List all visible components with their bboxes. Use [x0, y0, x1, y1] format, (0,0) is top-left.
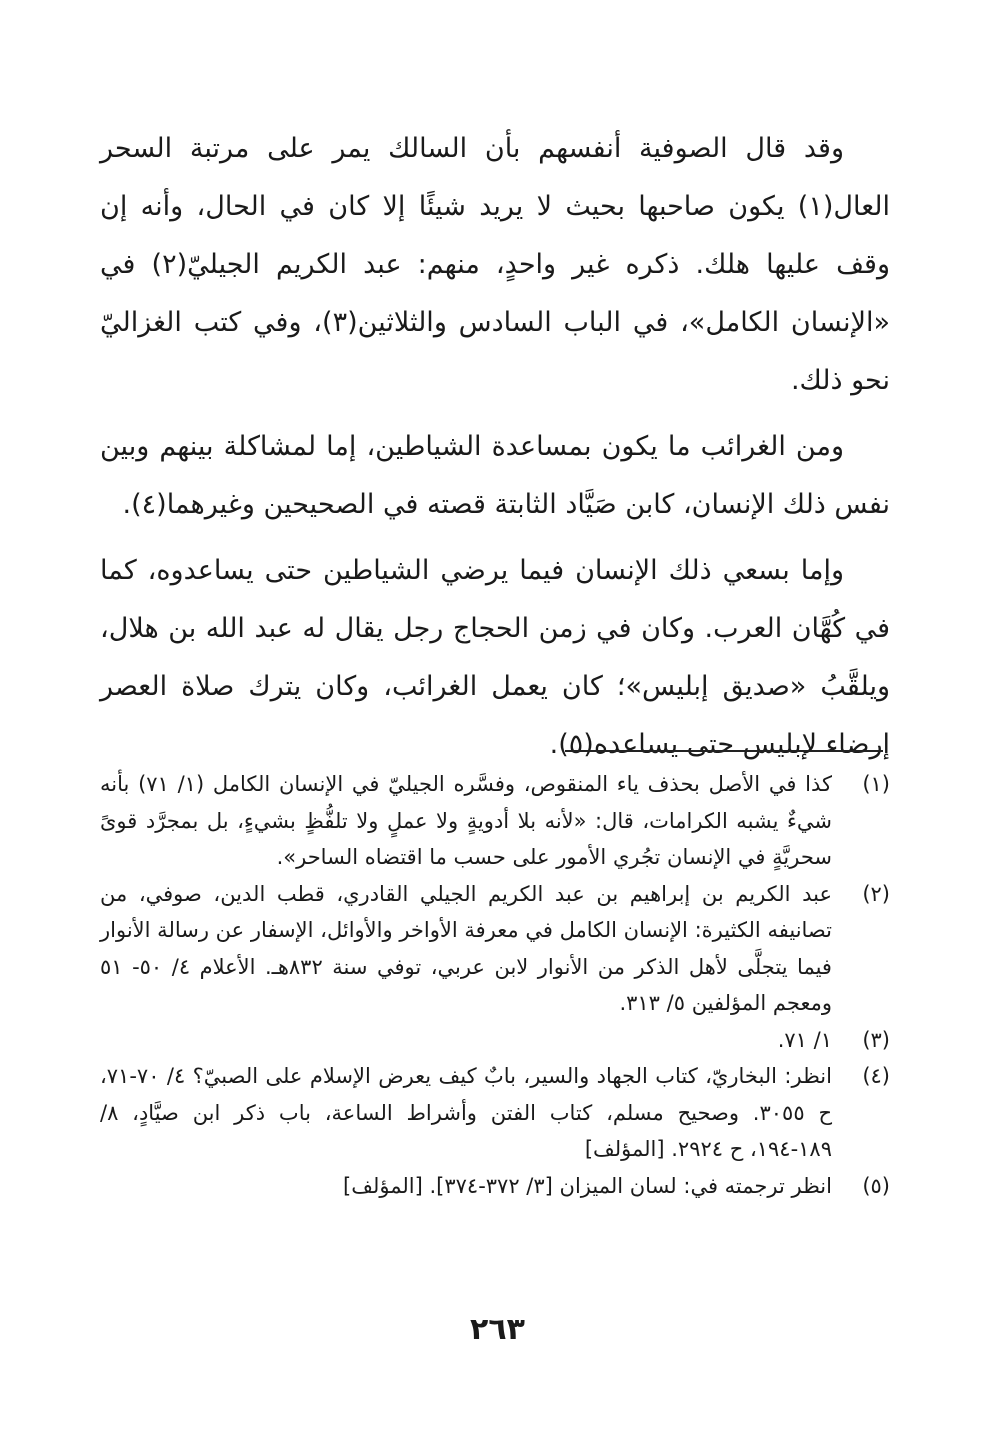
footnote-separator	[565, 750, 883, 752]
paragraph: ومن الغرائب ما يكون بمساعدة الشياطين، إما لمشاكلة بينهم وبين نفس ذلك الإنسان، كابن صَيَّاد الثابتة قصته في الصحيحين وغيرهما(٤).	[100, 431, 890, 520]
main-text-block	[100, 120, 890, 782]
paragraph: وقد قال الصوفية أنفسهم بأن السالك يمر على مرتبة السحر العال(١) يكون صاحبها بحيث لا يريد شيئًا إلا كان في الحال، وأنه إن وقف عليها هلك. ذكره غير واحدٍ، منهم: عبد الكريم الجيليّ(٢) في «الإنسان الكامل»، في الباب السادس والثلاثين(٣)، وفي كتب الغزاليّ نحو ذلك.	[100, 133, 891, 396]
footnote-text: انظر ترجمته في: لسان الميزان [٣/ ٣٧٢-٣٧٤]. [المؤلف]	[343, 1173, 832, 1198]
footnote-text: انظر: البخاريّ، كتاب الجهاد والسير، بابٌ كيف يعرض الإسلام على الصبيّ؟ ٤/ ٧٠-٧١، ح ٣٠٥٥. وصحيح مسلم، كتاب الفتن وأشراط الساعة، باب ذكر ابن صيَّادٍ، ٨/ ١٨٩-١٩٤، ح ٢٩٢٤. [المؤلف]	[100, 1064, 832, 1161]
footnote	[100, 1058, 890, 1168]
footnote-number: (٥)	[862, 1173, 890, 1198]
footnotes-block	[100, 766, 890, 1204]
footnote	[100, 766, 890, 876]
paragraph: وإما بسعي ذلك الإنسان فيما يرضي الشياطين حتى يساعدوه، كما في كُهَّان العرب. وكان في زمن الحجاج رجل يقال له عبد الله بن هلال، ويلقَّبُ «صديق إبليس»؛ كان يعمل الغرائب، وكان يترك صلاة العصر إرضاء لإبليس حتى يساعده(٥).	[100, 555, 890, 760]
footnote-text: ١/ ٧١.	[777, 1027, 832, 1052]
footnote-number: (١)	[862, 772, 890, 796]
footnote-number: (٢)	[862, 881, 890, 906]
footnote-text: كذا في الأصل بحذف ياء المنقوص، وفسَّره الجيليّ في الإنسان الكامل (١/ ٧١) بأنه شيءٌ يشبه الكرامات، قال: «لأنه بلا أدويةٍ ولا عملٍ ولا تلفُّظٍ بشيءٍ، بل بمجرَّد قوىً سحريَّةٍ في الإنسان تجُري الأمور على حسب ما اقتضاه الساحر».	[100, 772, 832, 869]
footnote-number: (٣)	[862, 1027, 890, 1052]
footnote-number: (٤)	[862, 1064, 890, 1088]
footnote	[100, 876, 890, 1022]
page-number: ٢٦٣	[470, 1312, 525, 1347]
footnote-text: عبد الكريم بن إبراهيم بن عبد الكريم الجيلي القادري، قطب الدين، صوفي، من تصانيفه الكثيرة: الإنسان الكامل في معرفة الأواخر والأوائل، الإسفار عن رسالة الأنوار فيما يتجلَّى لأهل الذكر من الأنوار لابن عربي، توفي سنة ٨٣٢هـ. الأعلام ٤/ ٥٠- ٥١ ومعجم المؤلفين ٥/ ٣١٣.	[100, 881, 832, 1015]
footnote	[100, 1022, 890, 1059]
footnote	[100, 1168, 890, 1205]
